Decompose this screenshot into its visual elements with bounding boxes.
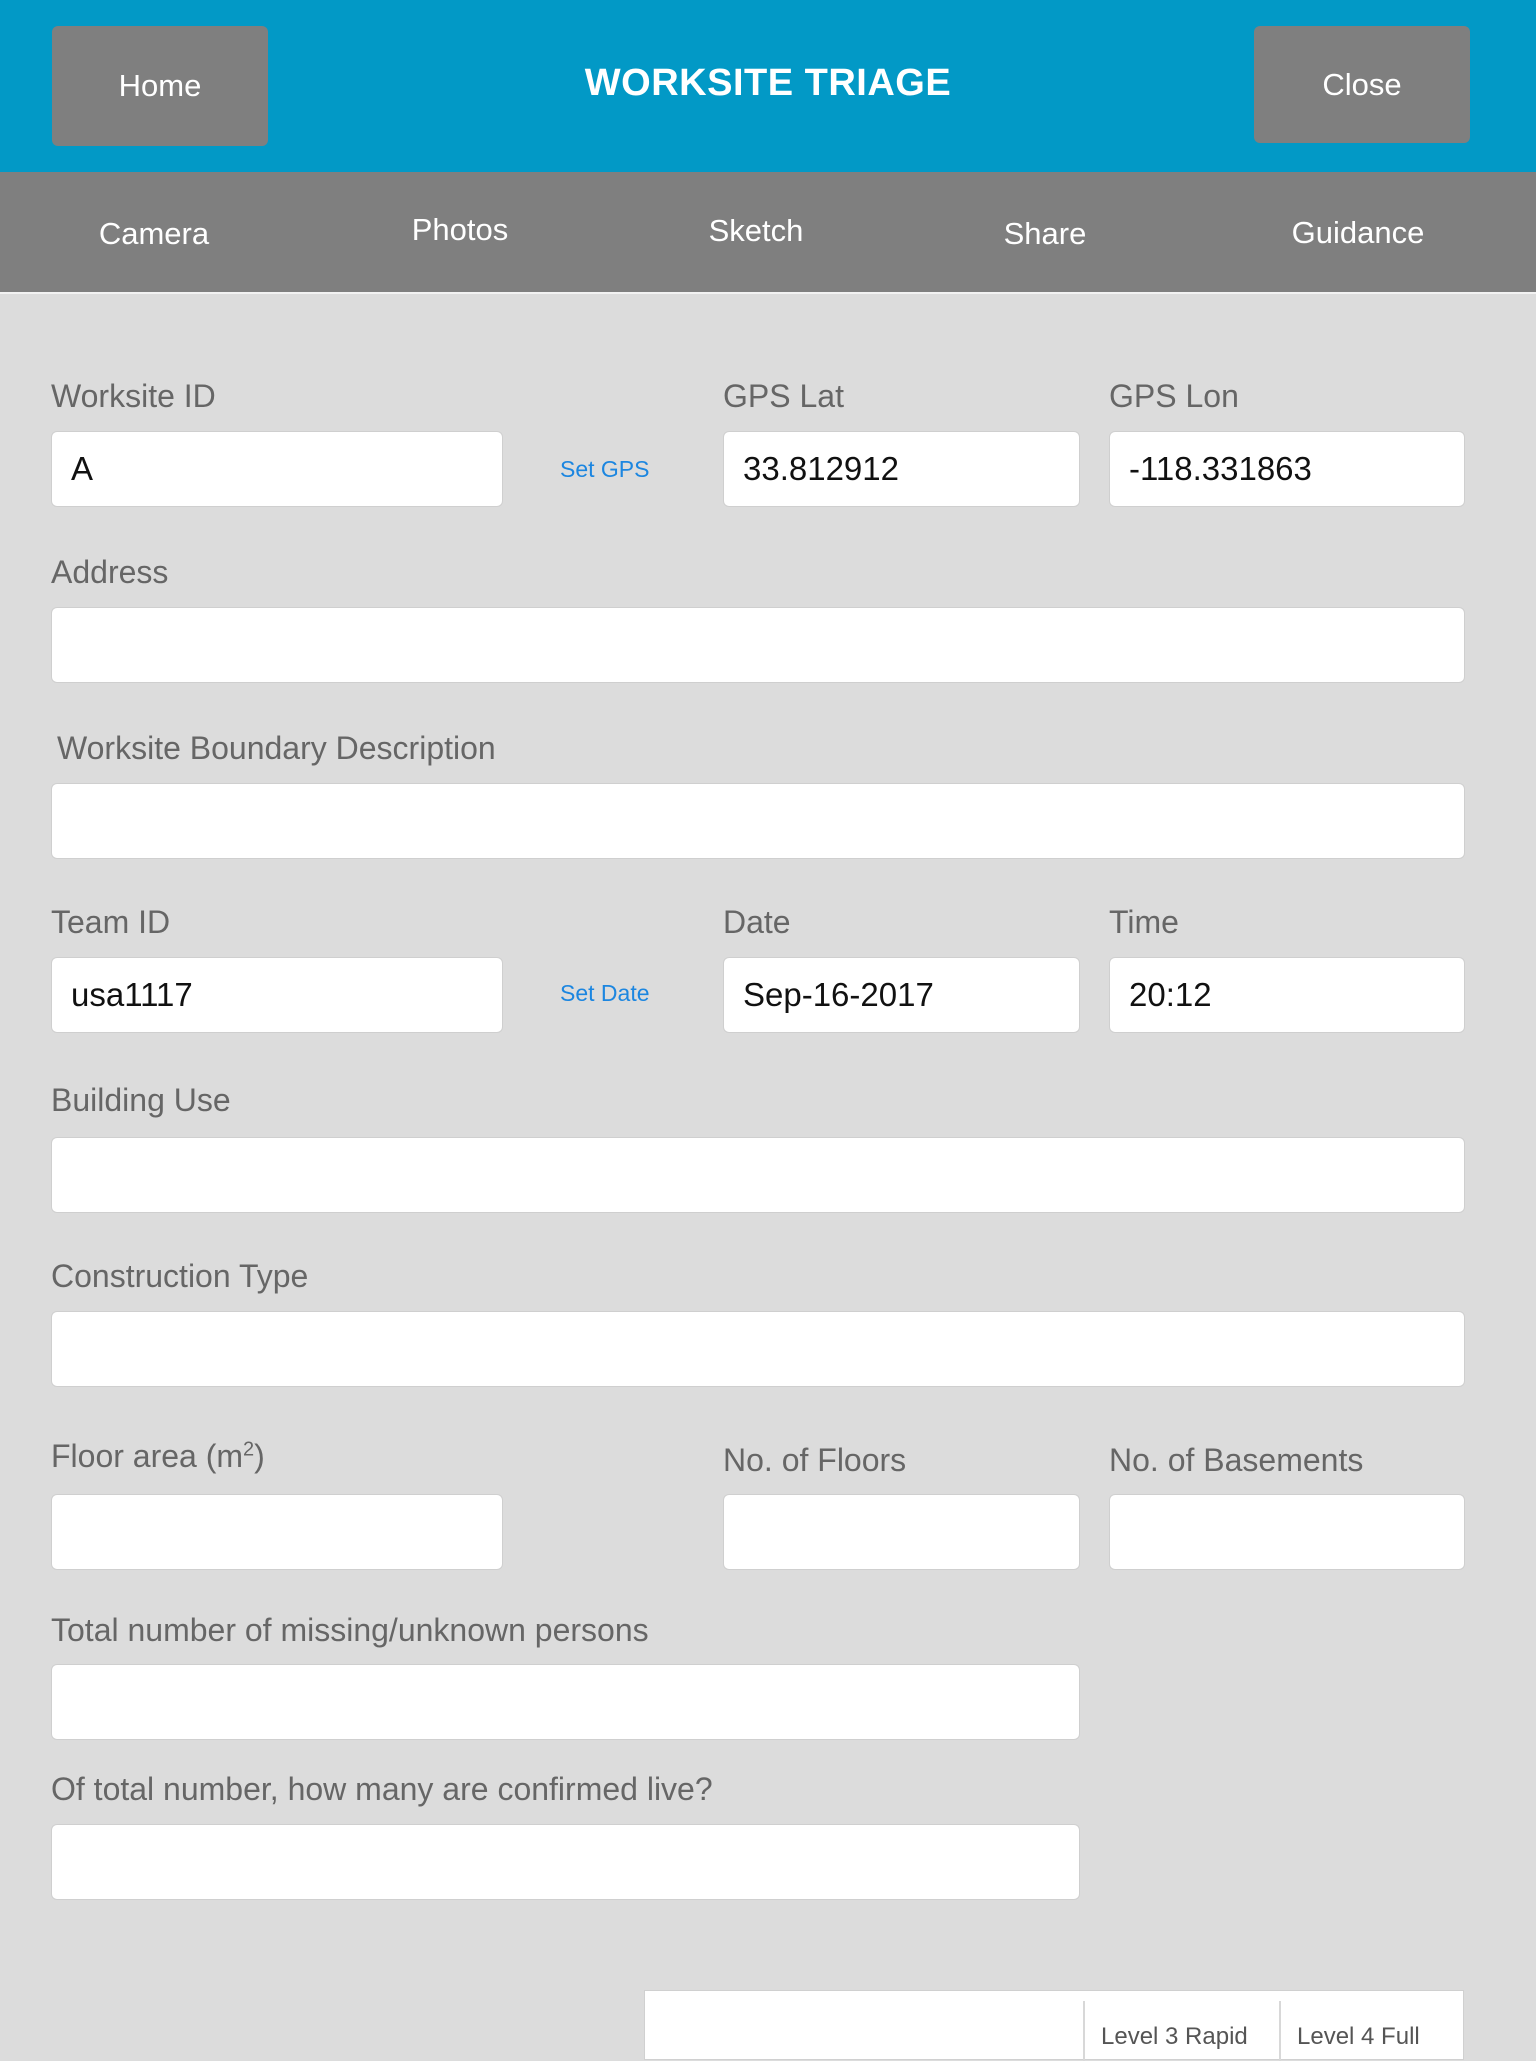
gps-lon-label: GPS Lon [1109, 378, 1239, 414]
home-button[interactable]: Home [52, 26, 268, 146]
boundary-description-label: Worksite Boundary Description [57, 730, 496, 766]
floor-area-label: Floor area $(m^2)$ [51, 1438, 265, 1474]
table-header-level-4: Level 4 Full [1279, 2001, 1463, 2061]
building-use-field[interactable] [51, 1137, 1465, 1213]
worksite-id-field[interactable]: A [51, 431, 503, 507]
team-id-label: Team ID [51, 904, 171, 940]
photos-button[interactable]: Photos [411, 212, 509, 247]
table-header-level-3: Level 3 Rapid [1083, 2001, 1283, 2061]
address-field[interactable] [51, 607, 1465, 683]
floors-field[interactable] [723, 1494, 1080, 1570]
address-label: Address [51, 554, 169, 590]
gps-lat-label: GPS Lat [723, 378, 844, 414]
building-use-label: Building Use [51, 1082, 231, 1118]
basements-field[interactable] [1109, 1494, 1465, 1570]
date-label: Date [723, 904, 791, 940]
header-bar [0, 0, 1536, 172]
set-gps-button[interactable]: Set GPS [560, 456, 650, 482]
boundary-description-field[interactable] [51, 783, 1465, 859]
gps-lon-field[interactable]: -118.331863 [1109, 431, 1465, 507]
floors-label: No. of Floors [723, 1442, 907, 1478]
toolbar-divider [0, 292, 1536, 294]
page-title: WORKSITE TRIAGE [584, 62, 952, 104]
time-field[interactable]: 20:12 [1109, 957, 1465, 1033]
basements-label: No. of Basements [1109, 1442, 1364, 1478]
sketch-button[interactable]: Sketch [708, 213, 804, 248]
share-button[interactable]: Share [1003, 216, 1087, 251]
time-label: Time [1109, 904, 1179, 940]
guidance-button[interactable]: Guidance [1291, 215, 1425, 250]
date-field[interactable]: Sep-16-2017 [723, 957, 1080, 1033]
triage-level-table [644, 1990, 1464, 2060]
construction-type-label: Construction Type [51, 1258, 309, 1294]
construction-type-field[interactable] [51, 1311, 1465, 1387]
set-date-button[interactable]: Set Date [560, 980, 650, 1006]
toolbar [0, 172, 1536, 292]
confirmed-live-field[interactable] [51, 1824, 1080, 1900]
gps-lat-field[interactable]: 33.812912 [723, 431, 1080, 507]
team-id-field[interactable]: usa1117 [51, 957, 503, 1033]
missing-persons-label: Total number of missing/unknown persons [51, 1612, 649, 1648]
worksite-id-label: Worksite ID [51, 378, 216, 414]
floor-area-field[interactable] [51, 1494, 503, 1570]
missing-persons-field[interactable] [51, 1664, 1080, 1740]
camera-button[interactable]: Camera [98, 216, 210, 251]
confirmed-live-label: Of total number, how many are confirmed live? [51, 1771, 713, 1807]
close-button[interactable]: Close [1254, 26, 1470, 143]
